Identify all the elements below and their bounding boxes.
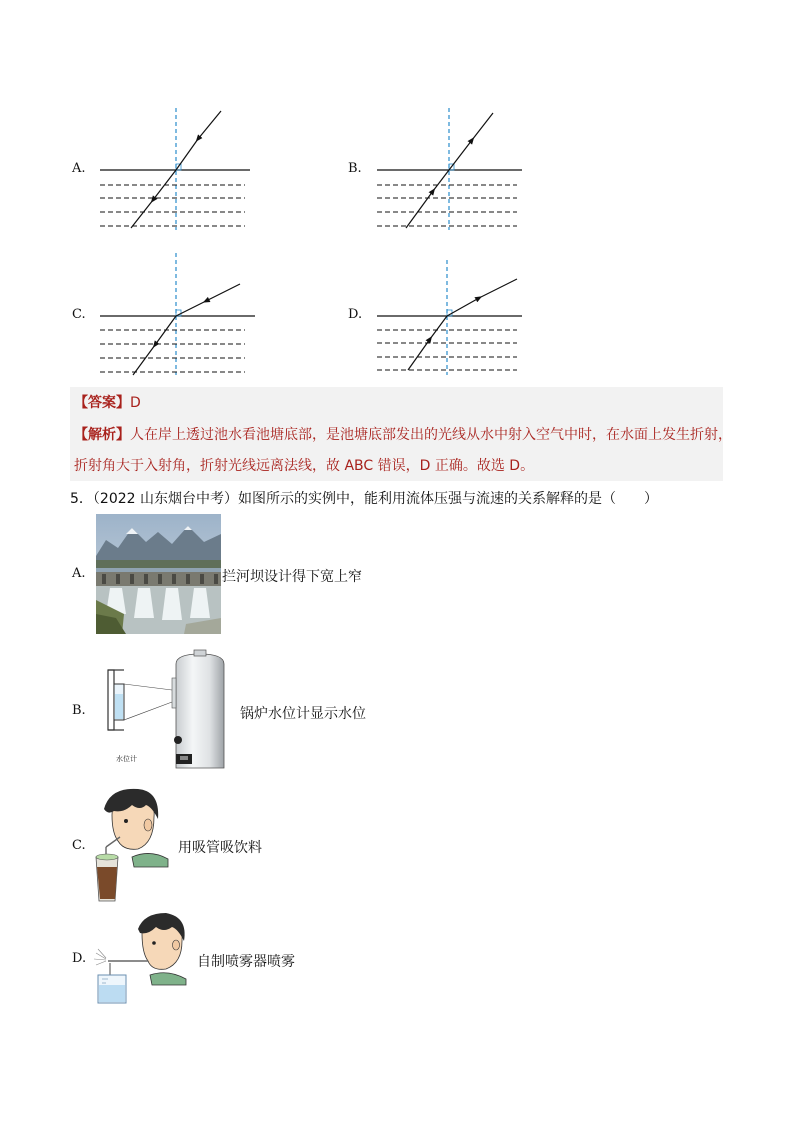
ray-diagram-d [372, 260, 532, 378]
analysis-tag: 【解析】 [74, 427, 130, 443]
ray-diagram-c [95, 253, 260, 378]
boy-blowing-sprayer [94, 913, 194, 1005]
analysis-line-1: 【解析】人在岸上透过池水看池塘底部，是池塘底部发出的光线从水中射入空气中时，在水面上发生折射， [74, 427, 732, 443]
boiler-illustration [96, 650, 231, 772]
option-a-letter: A. [72, 161, 86, 176]
choice-c-letter: C. [72, 838, 86, 853]
boy-drinking-straw [94, 785, 174, 903]
choice-b-text: 锅炉水位计显示水位 [240, 706, 366, 722]
answer-tag: 【答案】 [74, 395, 130, 411]
ray-diagram-b [372, 108, 532, 233]
choice-a-letter: A. [72, 566, 86, 581]
choice-d-text: 自制喷雾器喷雾 [197, 954, 295, 970]
choice-a-text: 拦河坝设计得下宽上窄 [222, 569, 362, 585]
choice-b-letter: B. [72, 703, 86, 718]
incident-ray [198, 111, 221, 139]
answer-value: D [130, 395, 141, 411]
gauge-caption: 水位计 [116, 755, 137, 763]
answer-line [74, 393, 141, 413]
option-d-letter: D. [348, 307, 363, 322]
question-text: 5．（2022 山东烟台中考）如图所示的实例中，能利用流体压强与流速的关系解释的是（ ） [70, 491, 658, 507]
ray-diagram-a [95, 108, 255, 233]
choice-d-letter: D. [72, 951, 87, 966]
analysis-line-2: 折射角大于入射角，折射光线远离法线，故 ABC 错误，D 正确。故选 D。 [74, 458, 535, 474]
dam-photo [96, 514, 221, 634]
option-b-letter: B. [348, 161, 362, 176]
choice-c-text: 用吸管吸饮料 [178, 840, 262, 856]
option-c-letter: C. [72, 307, 86, 322]
